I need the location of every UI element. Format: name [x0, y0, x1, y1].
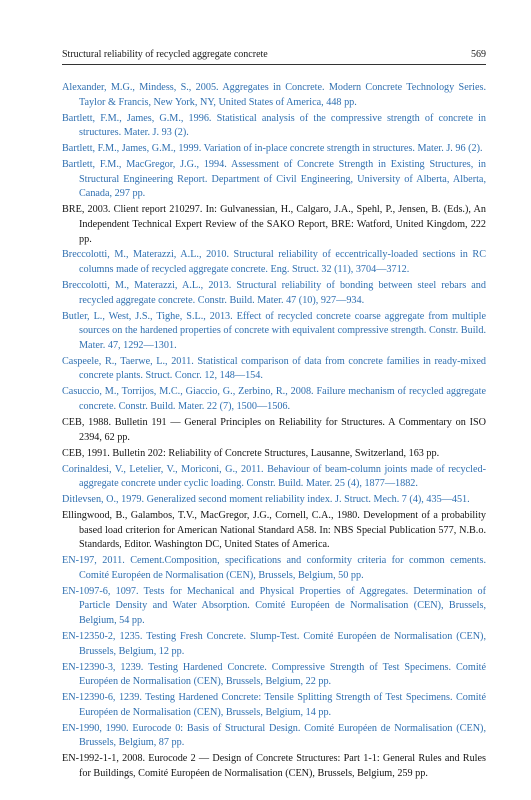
reference-entry[interactable]: EN-12390-6, 1239. Testing Hardened Concrete: Tensile Splitting Strength of Test Specimens. Comité Européen de Normalisation (CEN), Brussels, Belgium, 14 pp. — [62, 692, 486, 718]
reference-list — [62, 81, 486, 783]
reference-entry[interactable]: Ditlevsen, O., 1979. Generalized second moment reliability index. J. Struct. Mech. 7 (4), 435—451. — [62, 494, 470, 506]
running-title: Structural reliability of recycled aggregate concrete — [62, 49, 268, 60]
reference-entry: EN-1992-1-1, 2008. Eurocode 2 — Design of Concrete Structures: Part 1-1: General Rules and Rules for Buildings, Comité Européen de Normalisation (CEN), Brussels, Belgium, 259 pp. — [62, 753, 486, 779]
reference-entry[interactable]: EN-12350-2, 1235. Testing Fresh Concrete. Slump-Test. Comité Européen de Normalisation (CEN), Brussels, Belgium, 12 pp. — [62, 631, 486, 657]
reference-entry[interactable]: Alexander, M.G., Mindess, S., 2005. Aggregates in Concrete. Modern Concrete Technology Series. Taylor & Francis, New York, NY, United States of America, 448 pp. — [62, 82, 486, 108]
reference-entry: CEB, 1988. Bulletin 191 — General Principles on Reliability for Structures. A Commentary on ISO 2394, 62 pp. — [62, 416, 486, 443]
reference-entry[interactable]: Bartlett, F.M., MacGregor, J.G., 1994. Assessment of Concrete Strength in Existing Structures, in Structural Engineering Report. Department of Civil Engineering, University of Alberta, Alberta, Canada, 297 pp. — [62, 159, 486, 200]
running-header — [62, 49, 486, 60]
page-number: 569 — [471, 49, 486, 60]
reference-entry[interactable]: Bartlett, F.M., James, G.M., 1999. Variation of in-place concrete strength in structures. Mater. J. 96 (2). — [62, 143, 483, 155]
reference-entry[interactable]: EN-12390-3, 1239. Testing Hardened Concrete. Compressive Strength of Test Specimens. Comité Européen de Normalisation (CEN), Brussels, Belgium, 22 pp. — [62, 661, 486, 688]
reference-entry: CEB, 1991. Bulletin 202: Reliability of Concrete Structures, Lausanne, Switzerland, 163 pp. — [62, 447, 440, 459]
reference-entry[interactable]: Breccolotti, M., Materazzi, A.L., 2010. Structural reliability of eccentrically-loaded sections in RC columns made of recycled aggregate concrete. Eng. Struct. 32 (11), 3704—3712. — [62, 249, 486, 276]
reference-entry[interactable]: Butler, L., West, J.S., Tighe, S.L., 2013. Effect of recycled concrete coarse aggregate from multiple sources on the hardened properties of concrete with equivalent compressive strength. Constr. Build. Mater. 47, 1292—1301. — [62, 310, 486, 351]
reference-entry[interactable]: EN-1990, 1990. Eurocode 0: Basis of Structural Design. Comité Européen de Normalisation (CEN), Brussels, Belgium, 87 pp. — [62, 722, 486, 749]
reference-entry: BRE, 2003. Client report 210297. In: Gulvanessian, H., Calgaro, J.A., Spehl, P., Jensen, B. (Eds.), An Independent Technical Expert Review of the SAKO Report, BRE: Watford, United Kingdom, 222 pp. — [62, 204, 486, 245]
reference-entry[interactable]: EN-197, 2011. Cement.Composition, specifications and conformity criteria for common cements. Comité Européen de Normalisation (CEN), Brussels, Belgium, 50 pp. — [62, 555, 486, 581]
reference-entry[interactable]: Bartlett, F.M., James, G.M., 1996. Statistical analysis of the compressive strength of concrete in structures. Mater. J. 93 (2). — [62, 112, 486, 139]
reference-entry[interactable]: EN-1097-6, 1097. Tests for Mechanical and Physical Properties of Aggregates. Determination of Particle Density and Water Absorption. Comité Européen de Normalisation (CEN), Brussels, Belgium, 54 pp. — [62, 585, 486, 627]
reference-entry[interactable]: Casuccio, M., Torrijos, M.C., Giaccio, G., Zerbino, R., 2008. Failure mechanism of recycled aggregate concrete. Constr. Build. Mater. 22 (7), 1500—1506. — [62, 386, 486, 412]
reference-entry: Ellingwood, B., Galambos, T.V., MacGregor, J.G., Cornell, C.A., 1980. Development of a probability based load criterion for American National Standard A58. In: NBS Special Publication 577, N.B.o. Standards, Editor. Washington DC, United States of America. — [62, 510, 486, 551]
header-divider — [62, 64, 486, 65]
reference-entry[interactable]: Caspeele, R., Taerwe, L., 2011. Statistical comparison of data from concrete families in ready-mixed concrete plants. Struct. Concr. 12, 148—154. — [62, 355, 486, 382]
reference-entry[interactable]: Breccolotti, M., Materazzi, A.L., 2013. Structural reliability of bonding between steel rebars and recycled aggregate concrete. Constr. Build. Mater. 47 (10), 927—934. — [62, 280, 486, 306]
reference-entry[interactable]: Corinaldesi, V., Letelier, V., Moriconi, G., 2011. Behaviour of beam-column joints made of recycled-aggregate concrete under cyclic loading. Constr. Build. Mater. 25 (4), 1877—1882. — [62, 463, 486, 490]
